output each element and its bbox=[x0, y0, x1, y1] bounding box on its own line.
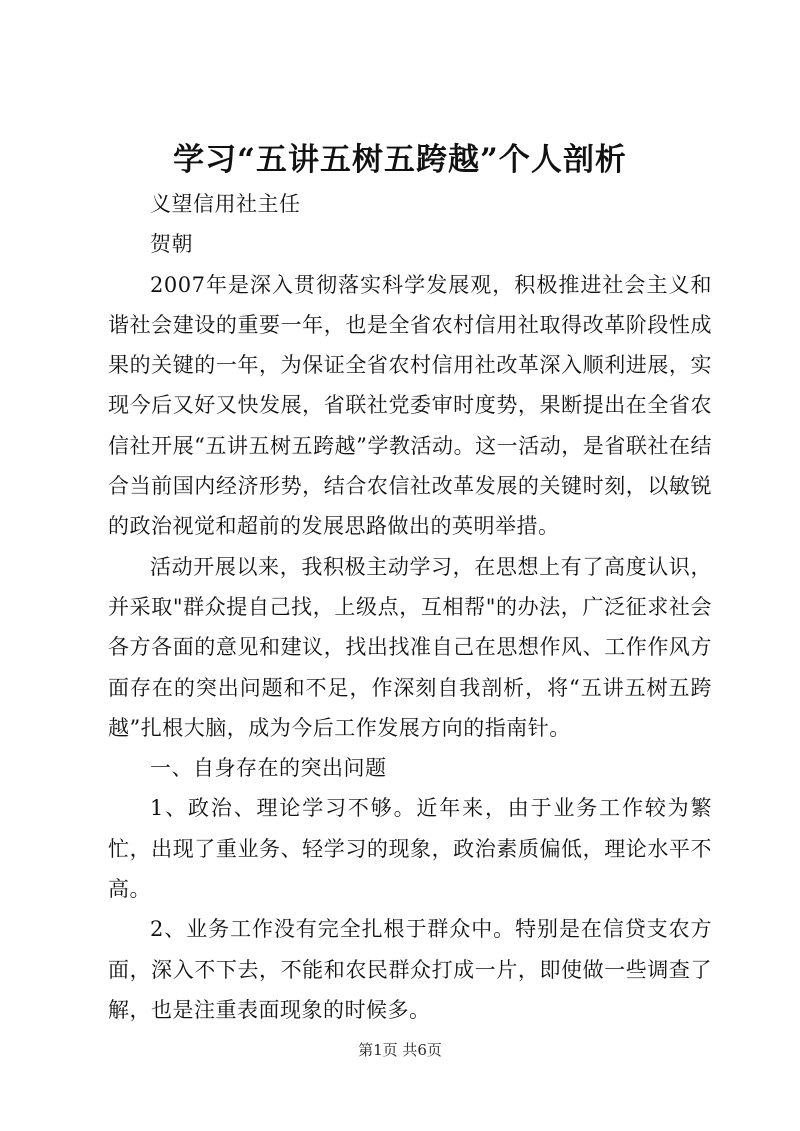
paragraph: 2、业务工作没有完全扎根于群众中。特别是在信贷支农方面，深入不下去，不能和农民群众打成一片，即使做一些调查了解，也是注重表面现象的时候多。 bbox=[108, 917, 712, 1022]
author-name: 贺朝 bbox=[150, 232, 193, 257]
paragraph: 1、政治、理论学习不够。近年来，由于业务工作较为繁忙，出现了重业务、轻学习的现象，政治素质偏低，理论水平不高。 bbox=[108, 796, 712, 902]
paragraph: 活动开展以来，我积极主动学习，在思想上有了高度认识，并采取"群众提自己找，上级点，互相帮"的办法，广泛征求社会各方各面的意见和建议，找出找准自己在思想作风、工作作风方面存在的突出问题和不足，作深刻自我剖析，将“五讲五树五跨越”扎根大脑，成为今后工作发展方向的指南针。 bbox=[108, 554, 712, 740]
document-title: 学习“五讲五树五跨越”个人剖析 bbox=[173, 142, 627, 178]
author-affiliation: 义望信用社主任 bbox=[150, 192, 301, 216]
page-number-footer: 第1页 共6页 bbox=[358, 1041, 442, 1059]
section-heading: 一、自身存在的突出问题 bbox=[150, 756, 387, 781]
paragraph: 2007年是深入贯彻落实科学发展观，积极推进社会主义和谐社会建设的重要一年，也是全省农村信用社取得改革阶段性成果的关键的一年，为保证全省农村信用社改革深入顺利进展，实现今后又好又快发展，省联社党委审时度势，果断提出在全省农信社开展“五讲五树五跨越”学教活动。这一活动，是省联社在结合当前国内经济形势，结合农信社改革发展的关键时刻，以敏锐的政治视觉和超前的发展思路做出的英明举措。 bbox=[108, 272, 712, 539]
document-body bbox=[108, 184, 712, 1030]
